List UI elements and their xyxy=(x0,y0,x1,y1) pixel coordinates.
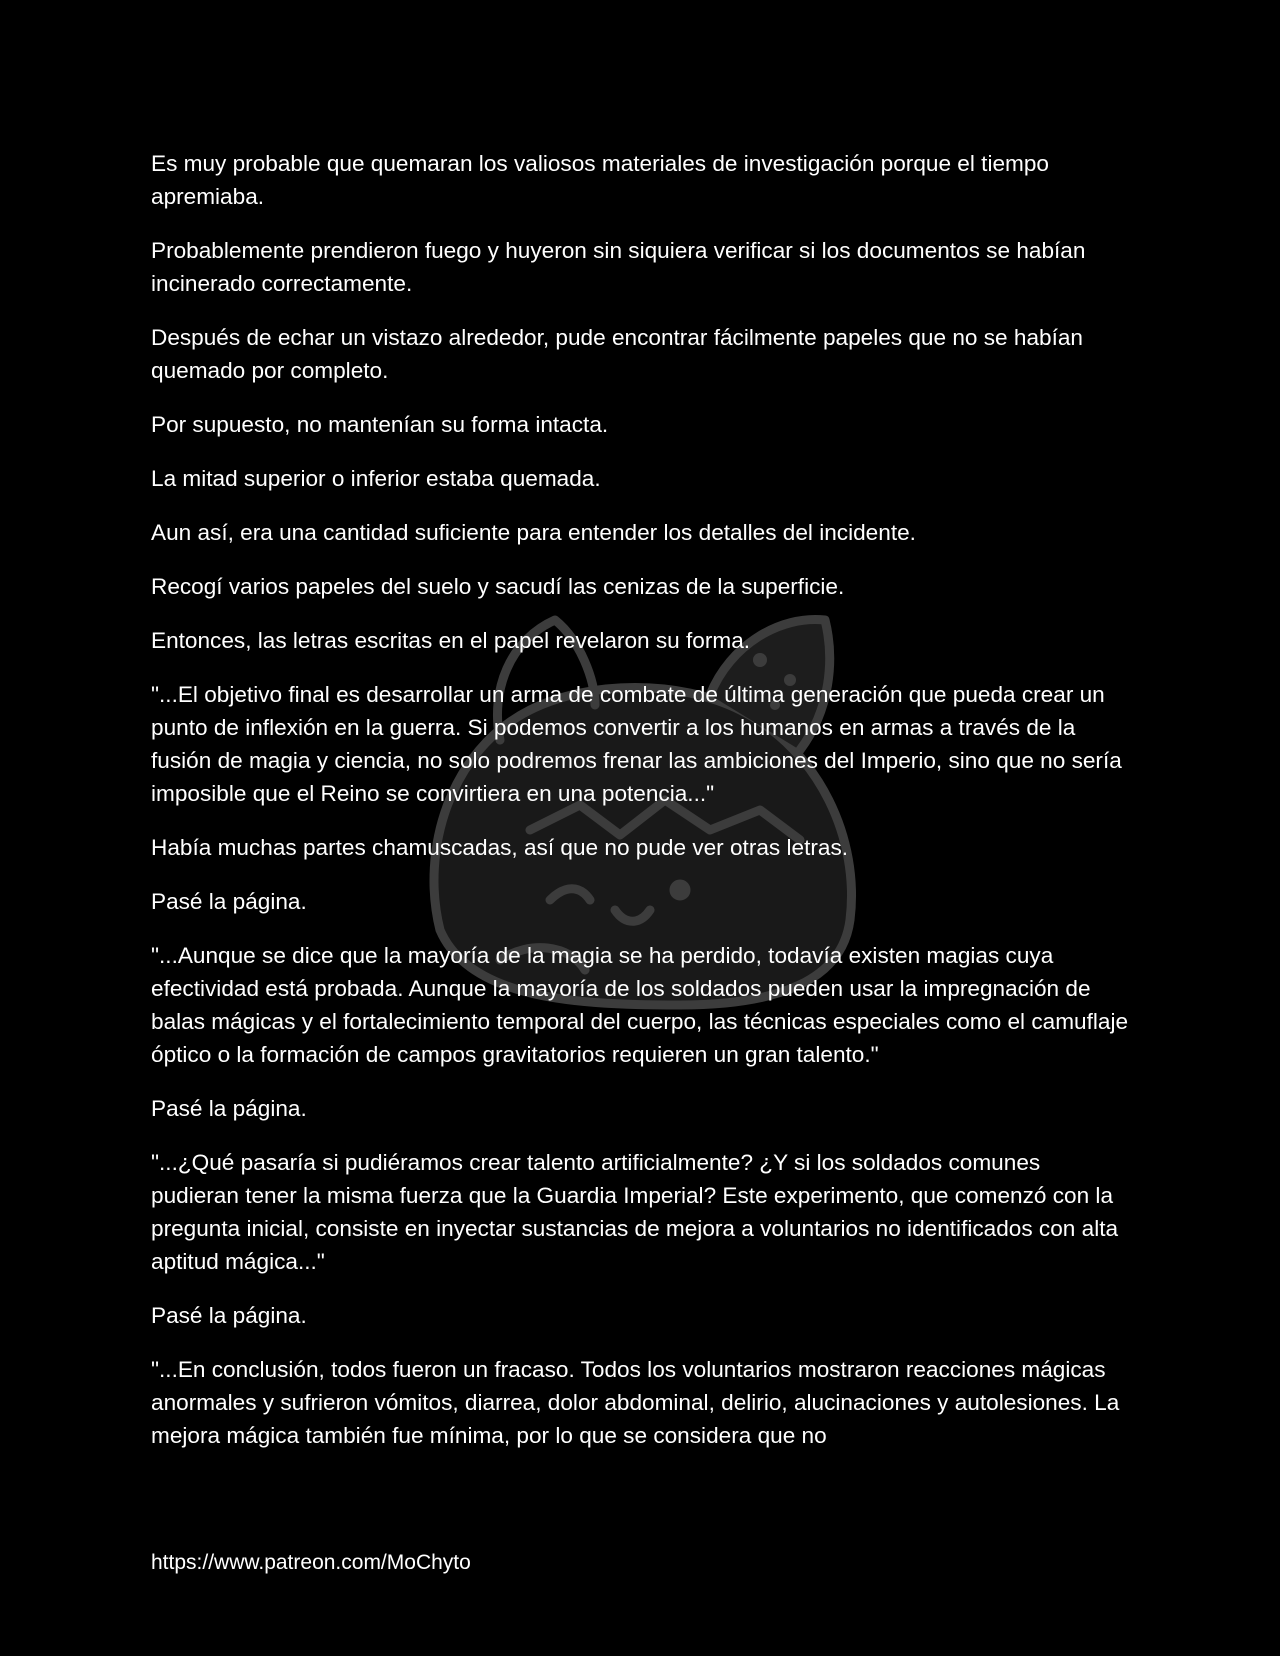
paragraph: Pasé la página. xyxy=(151,1096,307,1121)
paragraph: La mitad superior o inferior estaba quemada. xyxy=(151,466,601,491)
paragraph: Pasé la página. xyxy=(151,1303,307,1328)
paragraph: Aun así, era una cantidad suficiente para entender los detalles del incidente. xyxy=(151,520,916,545)
document-body xyxy=(151,147,1131,1473)
paragraph: Había muchas partes chamuscadas, así que no pude ver otras letras. xyxy=(151,835,849,860)
quoted-paragraph: "...¿Qué pasaría si pudiéramos crear talento artificialmente? ¿Y si los soldados comunes pudieran tener la misma fuerza que la Guardia Imperial? Este experimento, que comenzó con la pregunta inicial, consiste en inyectar sustancias de mejora a voluntarios no identificados con alta aptitud mágica..." xyxy=(151,1150,1119,1274)
quoted-paragraph: "...El objetivo final es desarrollar un arma de combate de última generación que pueda crear un punto de inflexión en la guerra. Si podemos convertir a los humanos en armas a través de la fusión de magia y ciencia, no solo podremos frenar las ambiciones del Imperio, sino que no sería imposible que el Reino se convirtiera en una potencia..." xyxy=(151,682,1122,806)
quoted-paragraph: "...Aunque se dice que la mayoría de la magia se ha perdido, todavía existen magias cuya efectividad está probada. Aunque la mayoría de los soldados pueden usar la impregnación de balas mágicas y el fortalecimiento temporal del cuerpo, las técnicas especiales como el camuflaje óptico o la formación de campos gravitatorios requieren un gran talento." xyxy=(151,943,1129,1067)
paragraph: Por supuesto, no mantenían su forma intacta. xyxy=(151,412,609,437)
paragraph: Es muy probable que quemaran los valiosos materiales de investigación porque el tiempo apremiaba. xyxy=(151,151,1049,209)
paragraph: Recogí varios papeles del suelo y sacudí las cenizas de la superficie. xyxy=(151,574,845,599)
patreon-link[interactable]: https://www.patreon.com/MoChyto xyxy=(151,1551,471,1574)
paragraph: Probablemente prendieron fuego y huyeron sin siquiera verificar si los documentos se habían incinerado correctamente. xyxy=(151,238,1086,296)
paragraph: Entonces, las letras escritas en el papel revelaron su forma. xyxy=(151,628,751,653)
paragraph: Pasé la página. xyxy=(151,889,307,914)
paragraph: Después de echar un vistazo alrededor, pude encontrar fácilmente papeles que no se habían quemado por completo. xyxy=(151,325,1083,383)
quoted-paragraph: "...En conclusión, todos fueron un fracaso. Todos los voluntarios mostraron reacciones mágicas anormales y sufrieron vómitos, diarrea, dolor abdominal, delirio, alucinaciones y autolesiones. La mejora mágica también fue mínima, por lo que se considera que no xyxy=(151,1357,1120,1448)
